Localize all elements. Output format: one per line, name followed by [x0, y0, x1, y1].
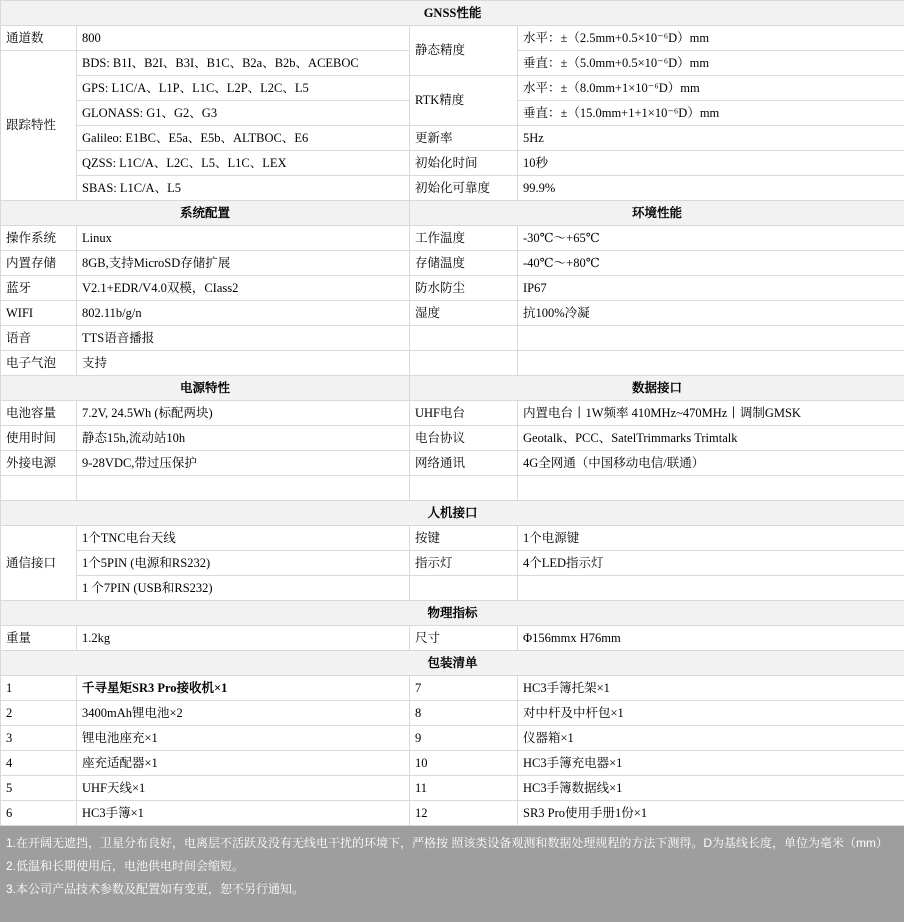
section-header-row — [1, 201, 904, 226]
row-value-tracking-gps: GPS: L1C/A、L1P、L1C、L2P、L2C、L5 — [77, 76, 410, 101]
table-row — [1, 326, 904, 351]
packing-no-9: 9 — [410, 726, 518, 751]
table-row — [1, 126, 904, 151]
row-value-bluetooth: V2.1+EDR/V4.0双模，CIass2 — [77, 276, 410, 301]
row-value-tracking-bds: BDS: B1I、B2I、B3I、B1C、B2a、B2b、ACEBOC — [77, 51, 410, 76]
row-value-static-accuracy-v: 垂直：±（5.0mm+0.5×10⁻⁶D）mm — [518, 51, 904, 76]
packing-row — [1, 676, 904, 701]
packing-item-9: 仪器箱×1 — [518, 726, 904, 751]
row-value-comm-5pin: 1个5PIN (电源和RS232) — [77, 551, 410, 576]
row-value-external-power: 9-28VDC,带过压保护 — [77, 451, 410, 476]
packing-no-10: 10 — [410, 751, 518, 776]
table-row — [1, 176, 904, 201]
row-label-weight: 重量 — [1, 626, 77, 651]
table-row — [1, 276, 904, 301]
row-value-init-reliability: 99.9% — [518, 176, 904, 201]
row-label-channels: 通道数 — [1, 26, 77, 51]
row-label-external-power: 外接电源 — [1, 451, 77, 476]
row-value-indicators: 4个LED指示灯 — [518, 551, 904, 576]
row-value-env-empty-1 — [518, 326, 904, 351]
table-row — [1, 401, 904, 426]
section-title-system: 系统配置 — [1, 201, 410, 226]
table-row — [1, 476, 904, 501]
row-label-tracking: 跟踪特性 — [1, 51, 77, 201]
row-value-storage: 8GB,支持MicroSD存储扩展 — [77, 251, 410, 276]
row-value-tracking-glonass: GLONASS: G1、G2、G3 — [77, 101, 410, 126]
row-value-operating-temp: -30℃～+65℃ — [518, 226, 904, 251]
section-title-gnss: GNSS性能 — [1, 1, 904, 26]
packing-item-2: 3400mAh锂电池×2 — [77, 701, 410, 726]
row-value-network: 4G全网通（中国移动电信/联通） — [518, 451, 904, 476]
section-title-power: 电源特性 — [1, 376, 410, 401]
row-label-voice: 语音 — [1, 326, 77, 351]
row-label-ebubble: 电子气泡 — [1, 351, 77, 376]
row-label-data-empty — [410, 476, 518, 501]
row-value-voice: TTS语音播报 — [77, 326, 410, 351]
table-row — [1, 576, 904, 601]
row-label-network: 网络通讯 — [410, 451, 518, 476]
table-row — [1, 451, 904, 476]
row-label-env-empty-1 — [410, 326, 518, 351]
section-header-row — [1, 376, 904, 401]
row-value-wifi: 802.11b/g/n — [77, 301, 410, 326]
row-label-power-empty — [1, 476, 77, 501]
packing-item-5: UHF天线×1 — [77, 776, 410, 801]
row-value-ebubble: 支持 — [77, 351, 410, 376]
row-label-hmi-empty — [410, 576, 518, 601]
table-row — [1, 151, 904, 176]
table-row — [1, 426, 904, 451]
row-label-size: 尺寸 — [410, 626, 518, 651]
footnote-1: 1.在开阔无遮挡，卫星分布良好，电离层不活跃及没有无线电干扰的环境下，严格按 照该类设备观测和数据处理规程的方法下测得。D为基线长度，单位为毫米（mm） — [4, 832, 900, 855]
packing-no-5: 5 — [1, 776, 77, 801]
packing-no-12: 12 — [410, 801, 518, 826]
row-value-battery-capacity: 7.2V, 24.5Wh (标配两块) — [77, 401, 410, 426]
row-label-keys: 按键 — [410, 526, 518, 551]
table-row — [1, 526, 904, 551]
packing-row — [1, 776, 904, 801]
packing-no-7: 7 — [410, 676, 518, 701]
packing-item-8: 对中杆及中杆包×1 — [518, 701, 904, 726]
table-row — [1, 251, 904, 276]
row-value-rtk-accuracy-v: 垂直：±（15.0mm+1+1×10⁻⁶D）mm — [518, 101, 904, 126]
row-label-humidity: 湿度 — [410, 301, 518, 326]
row-value-tracking-sbas: SBAS: L1C/A、L5 — [77, 176, 410, 201]
packing-no-1: 1 — [1, 676, 77, 701]
row-label-os: 操作系统 — [1, 226, 77, 251]
row-label-radio-protocol: 电台协议 — [410, 426, 518, 451]
row-value-comm-7pin: 1 个7PIN (USB和RS232) — [77, 576, 410, 601]
row-value-uhf-radio: 内置电台丨1W频率 410MHz~470MHz丨调制GMSK — [518, 401, 904, 426]
row-label-env-empty-2 — [410, 351, 518, 376]
row-value-usage-time: 静态15h,流动站10h — [77, 426, 410, 451]
row-label-storage: 内置存储 — [1, 251, 77, 276]
row-label-indicators: 指示灯 — [410, 551, 518, 576]
table-row — [1, 301, 904, 326]
row-label-operating-temp: 工作温度 — [410, 226, 518, 251]
section-title-packing: 包装清单 — [1, 651, 904, 676]
packing-item-1: 千寻星矩SR3 Pro接收机×1 — [77, 676, 410, 701]
row-value-rtk-accuracy-h: 水平：±（8.0mm+1×10⁻⁶D）mm — [518, 76, 904, 101]
footnote-2: 2.低温和长期使用后，电池供电时间会缩短。 — [4, 855, 900, 878]
row-label-battery-capacity: 电池容量 — [1, 401, 77, 426]
row-label-waterproof: 防水防尘 — [410, 276, 518, 301]
packing-no-3: 3 — [1, 726, 77, 751]
row-value-channels: 800 — [77, 26, 410, 51]
packing-no-4: 4 — [1, 751, 77, 776]
row-value-tracking-galileo: Galileo: E1BC、E5a、E5b、ALTBOC、E6 — [77, 126, 410, 151]
table-row — [1, 26, 904, 51]
row-label-wifi: WIFI — [1, 301, 77, 326]
packing-no-11: 11 — [410, 776, 518, 801]
row-value-radio-protocol: Geotalk、PCC、SatelTrimmarks Trimtalk — [518, 426, 904, 451]
row-value-update-rate: 5Hz — [518, 126, 904, 151]
row-value-waterproof: IP67 — [518, 276, 904, 301]
section-title-data-interface: 数据接口 — [410, 376, 904, 401]
footnotes — [0, 826, 904, 922]
section-title-human-interface: 人机接口 — [1, 501, 904, 526]
row-label-rtk-accuracy: RTK精度 — [410, 76, 518, 126]
row-value-os: Linux — [77, 226, 410, 251]
row-value-weight: 1.2kg — [77, 626, 410, 651]
section-header-row — [1, 1, 904, 26]
packing-row — [1, 801, 904, 826]
row-label-init-reliability: 初始化可靠度 — [410, 176, 518, 201]
packing-row — [1, 701, 904, 726]
row-value-env-empty-2 — [518, 351, 904, 376]
section-title-physical: 物理指标 — [1, 601, 904, 626]
table-row — [1, 351, 904, 376]
row-value-comm-tnc: 1个TNC电台天线 — [77, 526, 410, 551]
table-row — [1, 551, 904, 576]
packing-item-3: 锂电池座充×1 — [77, 726, 410, 751]
section-title-environment: 环境性能 — [410, 201, 904, 226]
row-value-init-time: 10秒 — [518, 151, 904, 176]
packing-item-4: 座充适配器×1 — [77, 751, 410, 776]
row-label-bluetooth: 蓝牙 — [1, 276, 77, 301]
section-header-row — [1, 501, 904, 526]
footnote-3: 3.本公司产品技术参数及配置如有变更，恕不另行通知。 — [4, 878, 900, 901]
row-label-usage-time: 使用时间 — [1, 426, 77, 451]
row-label-update-rate: 更新率 — [410, 126, 518, 151]
packing-item-6: HC3手簿×1 — [77, 801, 410, 826]
row-value-hmi-empty — [518, 576, 904, 601]
packing-row — [1, 751, 904, 776]
row-label-storage-temp: 存储温度 — [410, 251, 518, 276]
row-label-init-time: 初始化时间 — [410, 151, 518, 176]
section-header-row — [1, 601, 904, 626]
row-value-static-accuracy-h: 水平：±（2.5mm+0.5×10⁻⁶D）mm — [518, 26, 904, 51]
row-value-data-empty — [518, 476, 904, 501]
packing-item-11: HC3手簿数据线×1 — [518, 776, 904, 801]
table-row — [1, 76, 904, 101]
table-row — [1, 626, 904, 651]
packing-no-2: 2 — [1, 701, 77, 726]
packing-no-6: 6 — [1, 801, 77, 826]
row-value-keys: 1个电源键 — [518, 526, 904, 551]
table-row — [1, 226, 904, 251]
packing-item-12: SR3 Pro使用手册1份×1 — [518, 801, 904, 826]
row-label-comm-interface: 通信接口 — [1, 526, 77, 601]
row-value-storage-temp: -40℃～+80℃ — [518, 251, 904, 276]
row-label-static-accuracy: 静态精度 — [410, 26, 518, 76]
packing-no-8: 8 — [410, 701, 518, 726]
row-label-uhf-radio: UHF电台 — [410, 401, 518, 426]
packing-item-10: HC3手簿充电器×1 — [518, 751, 904, 776]
row-value-power-empty — [77, 476, 410, 501]
row-value-tracking-qzss: QZSS: L1C/A、L2C、L5、L1C、LEX — [77, 151, 410, 176]
packing-item-7: HC3手簿托架×1 — [518, 676, 904, 701]
row-value-humidity: 抗100%冷凝 — [518, 301, 904, 326]
row-value-size: Φ156mmx H76mm — [518, 626, 904, 651]
section-header-row — [1, 651, 904, 676]
packing-row — [1, 726, 904, 751]
